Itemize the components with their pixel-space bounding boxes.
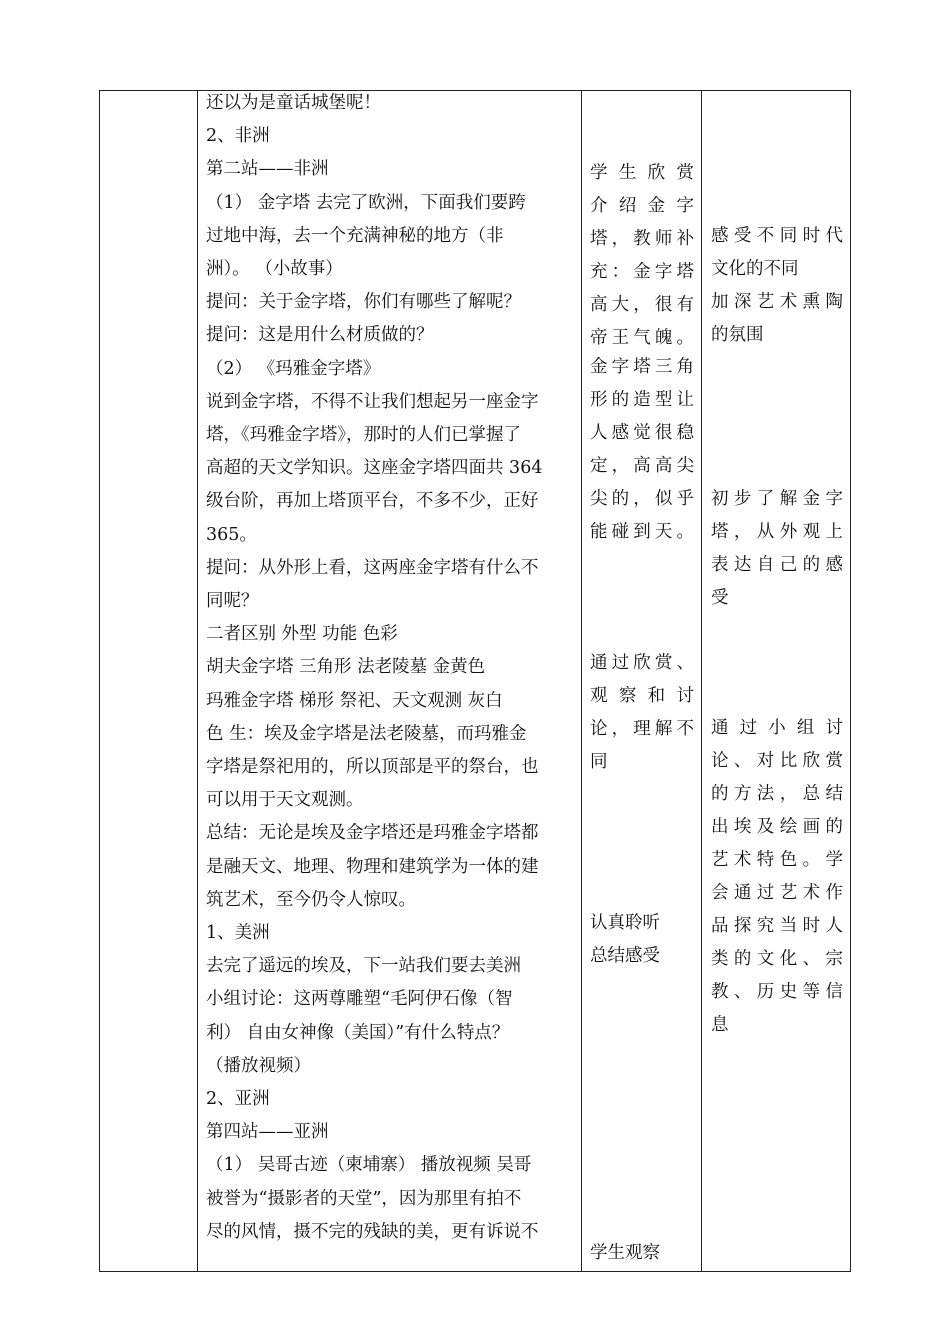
- cell-col1: [100, 91, 197, 1271]
- text-line: 塔，教师补: [590, 229, 694, 249]
- text-line: （1） 金字塔 去完了欧洲，下面我们要跨: [206, 193, 526, 213]
- text-line: 同呢？: [206, 591, 259, 611]
- cell-col3: [581, 91, 701, 1271]
- text-line: 会通过艺术作: [711, 883, 843, 903]
- text-line: 玛雅金字塔 梯形 祭祀、天文观测 灰白: [206, 691, 503, 711]
- text-line: （播放视频）: [206, 1056, 311, 1076]
- text-line: 第二站——非洲: [206, 159, 329, 179]
- text-line: 品探究当时人: [711, 916, 843, 936]
- text-line: 尽的风情，摄不完的残缺的美，更有诉说不: [206, 1222, 539, 1242]
- cell-col4: [701, 91, 852, 1271]
- text-line: 1、美洲: [206, 923, 270, 943]
- text-line: 形的造型让: [590, 390, 694, 410]
- text-line: （1） 吴哥古迹（柬埔寨） 播放视频 吴哥: [206, 1155, 532, 1175]
- text-line: 可以用于天文观测。: [206, 790, 364, 810]
- lesson-table: [99, 90, 851, 1272]
- text-line: 提问：这是用什么材质做的？: [206, 325, 434, 345]
- text-line: 字塔是祭祀用的，所以顶部是平的祭台，也: [206, 757, 539, 777]
- text-line: 充：金字塔: [590, 262, 694, 282]
- text-line: 出埃及绘画的: [711, 817, 843, 837]
- text-line: 塔，从外观上: [711, 522, 843, 542]
- text-line: 加深艺术熏陶: [711, 292, 843, 312]
- text-line: 总结：无论是埃及金字塔还是玛雅金字塔都: [206, 823, 539, 843]
- text-line: 通过欣赏、: [590, 653, 694, 673]
- text-line: （2） 《玛雅金字塔》: [206, 359, 381, 379]
- text-line: 去完了遥远的埃及，下一站我们要去美洲: [206, 956, 521, 976]
- text-line: 是融天文、地理、物理和建筑学为一体的建: [206, 857, 539, 877]
- text-line: 的氛围: [711, 325, 764, 345]
- text-line: 文化的不同: [711, 259, 799, 279]
- text-line: 人感觉很稳: [590, 423, 694, 443]
- text-line: 帝王气魄。: [590, 328, 694, 348]
- text-line: 说到金字塔，不得不让我们想起另一座金字: [206, 392, 539, 412]
- text-line: 息: [711, 1015, 729, 1035]
- text-line: 初步了解金字: [711, 489, 843, 509]
- text-line: 胡夫金字塔 三角形 法老陵墓 金黄色: [206, 657, 486, 677]
- text-line: 表达自己的感: [711, 555, 843, 575]
- text-line: 高大，很有: [590, 295, 694, 315]
- text-line: 还以为是童话城堡呢！: [206, 93, 381, 113]
- text-line: 尖的，似乎: [590, 489, 694, 509]
- text-line: 提问：关于金字塔，你们有哪些了解呢？: [206, 292, 521, 312]
- text-line: 艺术特色。学: [711, 850, 843, 870]
- text-line: 感受不同时代: [711, 226, 843, 246]
- text-line: 塔，《玛雅金字塔》，那时的人们已掌握了: [206, 425, 521, 445]
- text-line: 总结感受: [590, 946, 660, 966]
- text-line: 的方法，总结: [711, 784, 843, 804]
- text-line: 筑艺术，至今仍令人惊叹。: [206, 890, 416, 910]
- text-line: 认真聆听: [590, 913, 660, 933]
- text-line: 高超的天文学知识。这座金字塔四面共 364: [206, 458, 543, 478]
- text-line: 被誉为“摄影者的天堂”，因为那里有拍不: [206, 1189, 522, 1209]
- text-line: 定，高高尖: [590, 456, 694, 476]
- text-line: 论，理解不: [590, 719, 694, 739]
- text-line: 提问：从外形上看，这两座金字塔有什么不: [206, 558, 539, 578]
- text-line: 通过小组讨: [711, 718, 843, 738]
- text-line: 教、历史等信: [711, 982, 843, 1002]
- text-line: 过地中海，去一个充满神秘的地方（非: [206, 226, 504, 246]
- text-line: 365。: [206, 525, 257, 545]
- text-line: 类的文化、宗: [711, 949, 843, 969]
- text-line: 小组讨论：这两尊雕塑“毛阿伊石像（智: [206, 989, 513, 1009]
- text-line: 色 生：埃及金字塔是法老陵墓，而玛雅金: [206, 724, 527, 744]
- text-line: 学生观察: [590, 1243, 660, 1263]
- text-line: 利） 自由女神像（美国）”有什么特点？: [206, 1023, 510, 1043]
- text-line: 同: [590, 752, 608, 772]
- text-line: 第四站——亚洲: [206, 1122, 329, 1142]
- text-line: 洲）。 （小故事）: [206, 259, 343, 279]
- text-line: 能碰到天。: [590, 522, 694, 542]
- text-line: 级台阶，再加上塔顶平台，不多不少，正好: [206, 491, 539, 511]
- text-line: 2、非洲: [206, 126, 270, 146]
- text-line: 学生欣赏: [590, 163, 694, 183]
- text-line: 论、对比欣赏: [711, 751, 843, 771]
- text-line: 介绍金字: [590, 196, 694, 216]
- text-line: 观察和讨: [590, 686, 694, 706]
- text-line: 金字塔三角: [590, 357, 694, 377]
- text-line: 受: [711, 588, 729, 608]
- cell-col2: [197, 91, 581, 1271]
- text-line: 二者区别 外型 功能 色彩: [206, 624, 398, 644]
- text-line: 2、亚洲: [206, 1089, 270, 1109]
